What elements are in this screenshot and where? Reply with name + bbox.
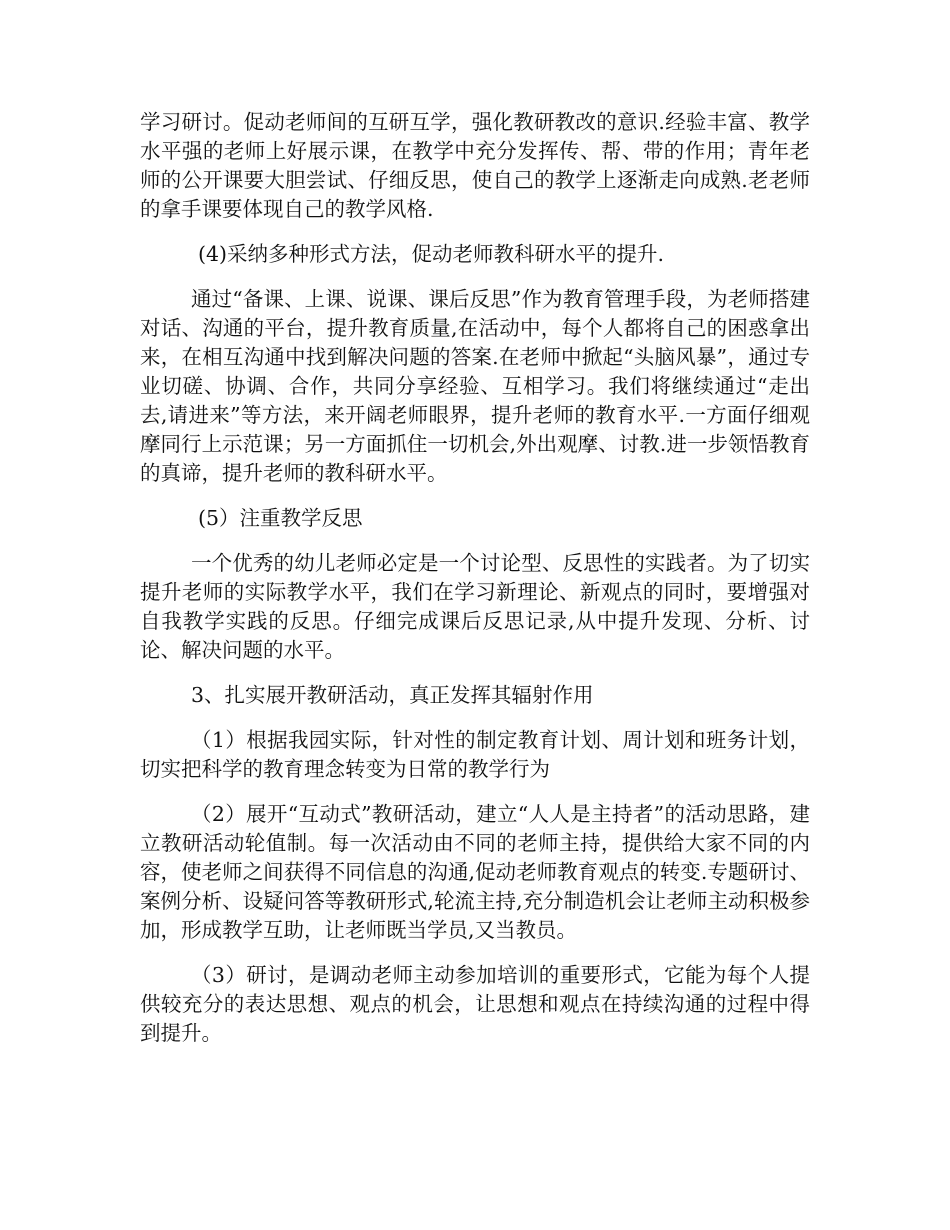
paragraph-item-3: （3）研讨，是调动老师主动参加培训的重要形式，它能为每个人提供较充分的表达思想、观点的机会，让思想和观点在持续沟通的过程中得到提升。 [140,963,810,1045]
section-heading-3: 3、扎实展开教研活动，真正发挥其辐射作用 [191,683,594,707]
document-body [140,108,810,1064]
paragraph-heading-4: (4)采纳多种形式方法，促动老师教科研水平的提升. [198,242,665,266]
paragraph-item-2: （2）展开“互动式”教研活动，建立“人人是主持者”的活动思路，建立教研活动轮值制。每一次活动由不同的老师主持，提供给大家不同的内容，使老师之间获得不同信息的沟通,促动老师教育观点的转变.专题研讨、案例分析、设疑问答等教研形式,轮流主持,充分制造机会让老师主动积极参加，形成教学互助，让老师既当学员,又当教员。 [140,802,810,942]
paragraph-heading-5: (5）注重教学反思 [198,506,363,530]
paragraph-item-1: （1）根据我园实际，针对性的制定教育计划、周计划和班务计划，切实把科学的教育理念转变为日常的教学行为 [140,728,810,781]
paragraph-continuation: 学习研讨。促动老师间的互研互学，强化教研教改的意识.经验丰富、教学水平强的老师上好展示课，在教学中充分发挥传、帮、带的作用；青年老师的公开课要大胆尝试、仔细反思，使自己的教学上逐渐走向成熟.老老师的拿手课要体现自己的教学风格. [140,110,810,221]
paragraph-body: 一个优秀的幼儿老师必定是一个讨论型、反思性的实践者。为了切实提升老师的实际教学水平，我们在学习新理论、新观点的同时，要增强对自我教学实践的反思。仔细完成课后反思记录,从中提升发现、分析、讨论、解决问题的水平。 [140,551,810,662]
paragraph-body: 通过“备课、上课、说课、课后反思”作为教育管理手段，为老师搭建对话、沟通的平台，提升教育质量,在活动中，每个人都将自己的困惑拿出来，在相互沟通中找到解决问题的答案.在老师中掀起“头脑风暴”，通过专业切磋、协调、合作，共同分享经验、互相学习。我们将继续通过“走出去,请进来”等方法，来开阔老师眼界，提升老师的教育水平.一方面仔细观摩同行上示范课；另一方面抓住一切机会,外出观摩、讨教.进一步领悟教育的真谛，提升老师的教科研水平。 [140,287,810,485]
